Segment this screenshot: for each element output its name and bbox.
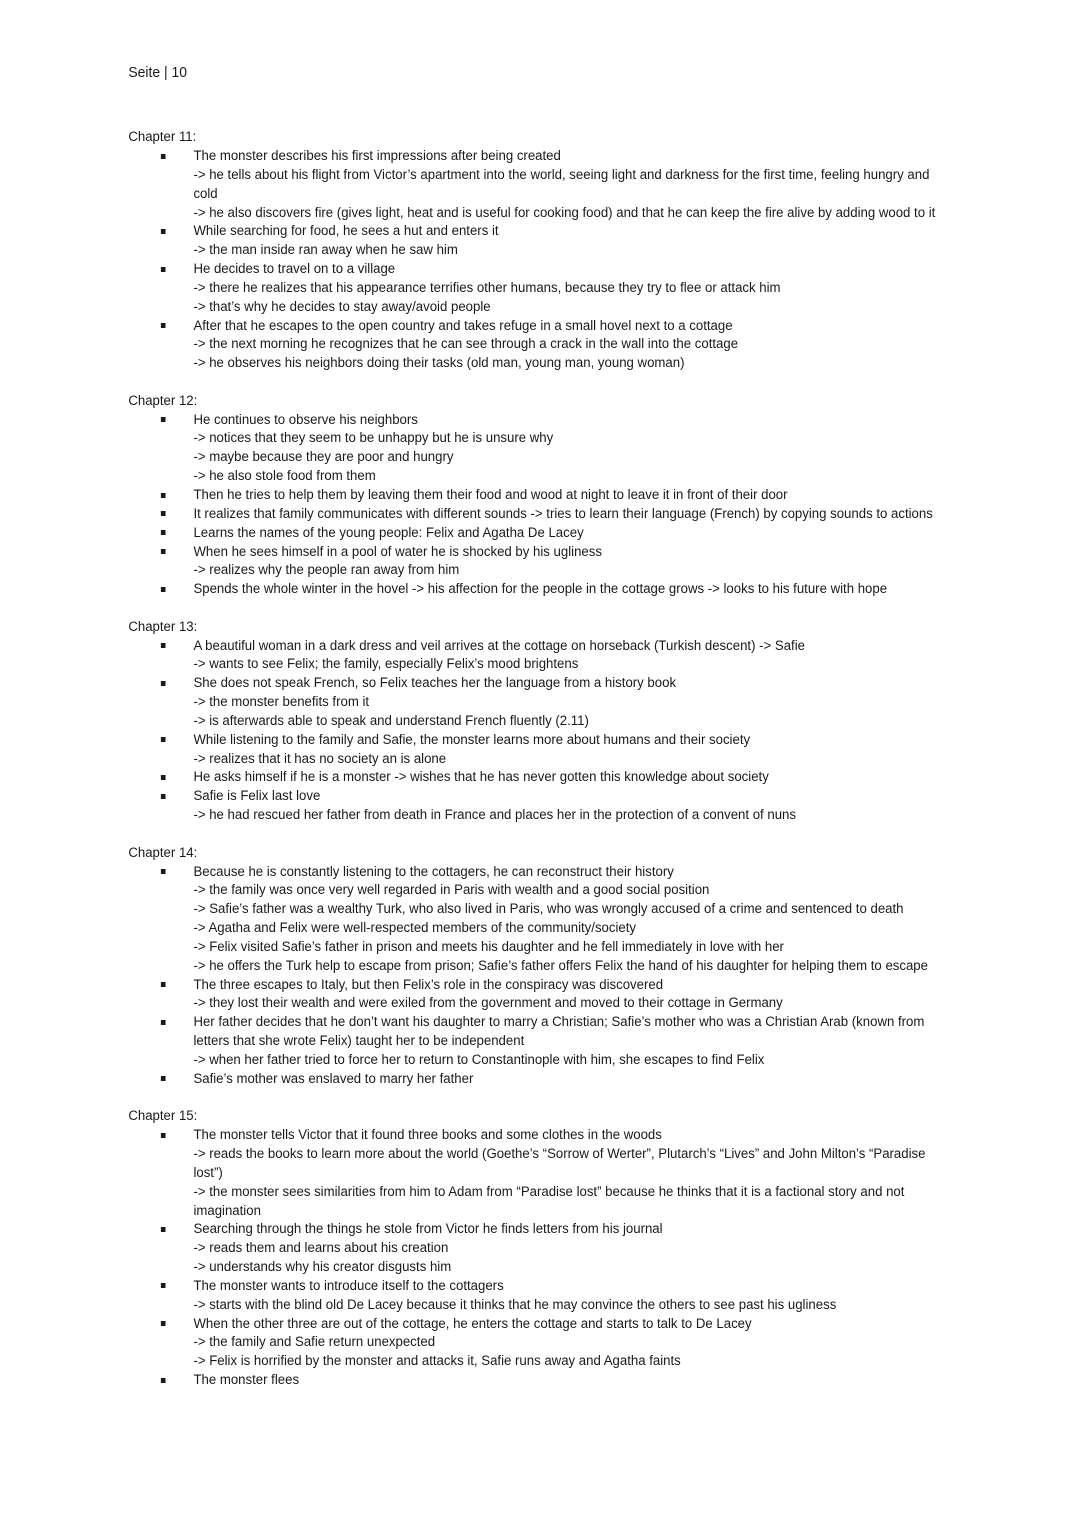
bullet-subline: -> there he realizes that his appearance terrifies other humans, because they try to flee or attack him: [193, 279, 781, 296]
square-bullet-icon: [161, 511, 166, 516]
chapter-heading: Chapter 14:: [128, 844, 198, 861]
bullet-subline: -> he tells about his flight from Victor’s apartment into the world, seeing light and darkness for the first time, feeling hungry and: [193, 166, 930, 183]
square-bullet-icon: [161, 681, 166, 686]
bullet-subline: -> wants to see Felix; the family, especially Felix’s mood brightens: [193, 656, 579, 673]
bullet-text: A beautiful woman in a dark dress and veil arrives at the cottage on horseback (Turkish descent) -> Safie: [193, 637, 805, 654]
bullet-subline: letters that she wrote Felix) taught her to be independent: [193, 1033, 525, 1050]
bullet-item: [128, 731, 1077, 769]
bullet-text: When the other three are out of the cottage, he enters the cottage and starts to talk to De Lacey: [193, 1315, 752, 1332]
bullet-list: [128, 863, 1077, 1089]
square-bullet-icon: [161, 1378, 166, 1383]
bullet-subline: -> is afterwards able to speak and understand French fluently (2.11): [193, 712, 589, 729]
bullet-item: [128, 222, 1077, 260]
square-bullet-icon: [161, 1283, 166, 1288]
square-bullet-icon: [161, 982, 166, 987]
bullet-subline: -> starts with the blind old De Lacey because it thinks that he may convince the others to see past his ugliness: [193, 1296, 837, 1313]
bullet-subline: -> Felix is horrified by the monster and attacks it, Safie runs away and Agatha faints: [193, 1353, 681, 1370]
bullet-item: [128, 317, 1077, 374]
bullet-subline: -> the family and Safie return unexpected: [193, 1334, 436, 1351]
bullet-list: [128, 637, 1077, 825]
square-bullet-icon: [161, 154, 166, 159]
bullet-subline: -> the next morning he recognizes that he can see through a crack in the wall into the cottage: [193, 336, 739, 353]
bullet-subline: lost”): [193, 1164, 223, 1181]
square-bullet-icon: [161, 1133, 166, 1138]
bullet-subline: cold: [193, 185, 218, 202]
bullet-text: Because he is constantly listening to the cottagers, he can reconstruct their history: [193, 863, 674, 880]
square-bullet-icon: [161, 869, 166, 874]
bullet-list: [128, 411, 1077, 599]
bullet-subline: -> that’s why he decides to stay away/avoid people: [193, 298, 491, 315]
bullet-text: It realizes that family communicates with different sounds -> tries to learn their language (French) by copying sounds to actions: [193, 505, 933, 522]
bullet-subline: -> he observes his neighbors doing their tasks (old man, young man, young woman): [193, 355, 685, 372]
bullet-subline: -> the family was once very well regarded in Paris with wealth and a good social position: [193, 882, 710, 899]
bullet-item: [128, 543, 1077, 581]
bullet-subline: -> Safie’s father was a wealthy Turk, who also lived in Paris, who was wrongly accused of a crime and sentenced to death: [193, 901, 904, 918]
bullet-text: After that he escapes to the open country and takes refuge in a small hovel next to a cottage: [193, 317, 733, 334]
square-bullet-icon: [161, 1020, 166, 1025]
bullet-text: While searching for food, he sees a hut and enters it: [193, 223, 499, 240]
bullet-subline: -> they lost their wealth and were exiled from the government and moved to their cottage in Germany: [193, 995, 783, 1012]
bullet-text: Safie’s mother was enslaved to marry her father: [193, 1070, 474, 1087]
bullet-text: While listening to the family and Safie, the monster learns more about humans and their society: [193, 731, 751, 748]
square-bullet-icon: [161, 643, 166, 648]
bullet-item: [128, 147, 1077, 222]
bullet-subline: -> Agatha and Felix were well-respected members of the community/society: [193, 920, 637, 937]
chapter-section: [128, 128, 1077, 373]
bullet-item: [128, 1315, 1077, 1372]
bullet-subline: -> he offers the Turk help to escape from prison; Safie’s father offers Felix the hand of his daughter for helping them to escape: [193, 957, 928, 974]
chapter-section: [128, 392, 1077, 599]
bullet-item: [128, 1126, 1077, 1220]
bullet-subline: -> reads them and learns about his creation: [193, 1240, 449, 1257]
square-bullet-icon: [161, 1321, 166, 1326]
bullet-text: Then he tries to help them by leaving them their food and wood at night to leave it in front of their door: [193, 487, 788, 503]
bullet-subline: -> the monster benefits from it: [193, 694, 370, 711]
chapter-heading: Chapter 12:: [128, 392, 198, 409]
chapter-summary-list: [128, 128, 1077, 1408]
bullet-subline: -> when her father tried to force her to return to Constantinople with him, she escapes to find Felix: [193, 1051, 765, 1068]
bullet-subline: -> realizes that it has no society an is alone: [193, 750, 447, 767]
bullet-text: He decides to travel on to a village: [193, 261, 396, 278]
bullet-text: The monster wants to introduce itself to the cottagers: [193, 1277, 504, 1294]
bullet-text: When he sees himself in a pool of water he is shocked by his ugliness: [193, 543, 602, 560]
square-bullet-icon: [161, 229, 166, 234]
bullet-text: Safie is Felix last love: [193, 788, 321, 805]
square-bullet-icon: [161, 549, 166, 554]
bullet-item: [128, 1371, 1077, 1390]
square-bullet-icon: [161, 530, 166, 535]
bullet-item: [128, 1013, 1077, 1070]
page-number-label: Seite | 10: [128, 64, 188, 81]
chapter-section: [128, 1107, 1077, 1390]
chapter-heading: Chapter 15:: [128, 1108, 198, 1125]
square-bullet-icon: [161, 323, 166, 328]
bullet-text: Searching through the things he stole from Victor he finds letters from his journal: [193, 1221, 663, 1238]
bullet-item: [128, 637, 1077, 675]
bullet-subline: -> the man inside ran away when he saw him: [193, 242, 458, 259]
bullet-subline: -> Felix visited Safie’s father in prison and meets his daughter and he fell immediately in love with her: [193, 938, 784, 955]
bullet-item: [128, 787, 1077, 825]
square-bullet-icon: [161, 1076, 166, 1081]
square-bullet-icon: [161, 587, 166, 592]
bullet-item: [128, 976, 1077, 1014]
bullet-item: [128, 505, 1077, 524]
bullet-item: [128, 580, 1077, 599]
bullet-text: The monster describes his first impressions after being created: [193, 148, 561, 164]
chapter-section: [128, 844, 1077, 1089]
bullet-text: She does not speak French, so Felix teaches her the language from a history book: [193, 675, 677, 692]
bullet-item: [128, 411, 1077, 486]
square-bullet-icon: [161, 417, 166, 422]
chapter-heading: Chapter 11:: [128, 129, 197, 145]
bullet-subline: -> notices that they seem to be unhappy but he is unsure why: [193, 430, 554, 447]
bullet-item: [128, 260, 1077, 317]
square-bullet-icon: [161, 794, 166, 799]
bullet-subline: -> reads the books to learn more about the world (Goethe’s “Sorrow of Werter”, Plutarch’s “Lives” and John Milton’s “Paradise: [193, 1145, 926, 1162]
bullet-item: [128, 1220, 1077, 1277]
bullet-subline: -> he also discovers fire (gives light, heat and is useful for cooking food) and that he can keep the fire alive by adding wood to it: [193, 204, 936, 221]
bullet-item: [128, 1277, 1077, 1315]
bullet-text: The monster flees: [193, 1372, 300, 1389]
square-bullet-icon: [161, 737, 166, 742]
bullet-subline: -> he had rescued her father from death in France and places her in the protection of a convent of nuns: [193, 807, 796, 824]
bullet-item: [128, 863, 1077, 976]
bullet-text: Spends the whole winter in the hovel -> his affection for the people in the cottage grows -> looks to his future with hope: [193, 581, 888, 598]
square-bullet-icon: [161, 1227, 166, 1232]
bullet-text: He continues to observe his neighbors: [193, 411, 418, 428]
bullet-subline: -> understands why his creator disgusts him: [193, 1259, 452, 1276]
bullet-item: [128, 524, 1077, 543]
bullet-subline: -> the monster sees similarities from him to Adam from “Paradise lost” because he thinks that it is a factional story and not: [193, 1183, 905, 1200]
bullet-text: The three escapes to Italy, but then Felix’s role in the conspiracy was discovered: [193, 976, 664, 993]
bullet-item: [128, 486, 1077, 505]
bullet-subline: -> realizes why the people ran away from him: [193, 562, 460, 579]
bullet-subline: -> he also stole food from them: [193, 468, 376, 485]
bullet-list: [128, 1126, 1077, 1390]
bullet-list: [128, 147, 1077, 373]
bullet-item: [128, 1070, 1077, 1089]
bullet-text: Her father decides that he don’t want his daughter to marry a Christian; Safie’s mother who was a Christian Arab (known from: [193, 1014, 925, 1031]
bullet-text: He asks himself if he is a monster -> wishes that he has never gotten this knowledge about society: [193, 769, 769, 786]
bullet-item: [128, 768, 1077, 787]
chapter-heading: Chapter 13:: [128, 618, 198, 635]
chapter-section: [128, 618, 1077, 825]
square-bullet-icon: [161, 493, 166, 498]
square-bullet-icon: [161, 775, 166, 780]
bullet-item: [128, 674, 1077, 731]
square-bullet-icon: [161, 267, 166, 272]
bullet-subline: imagination: [193, 1202, 261, 1219]
bullet-text: The monster tells Victor that it found three books and some clothes in the woods: [193, 1127, 662, 1144]
bullet-text: Learns the names of the young people: Felix and Agatha De Lacey: [193, 524, 584, 541]
bullet-subline: -> maybe because they are poor and hungry: [193, 449, 454, 466]
